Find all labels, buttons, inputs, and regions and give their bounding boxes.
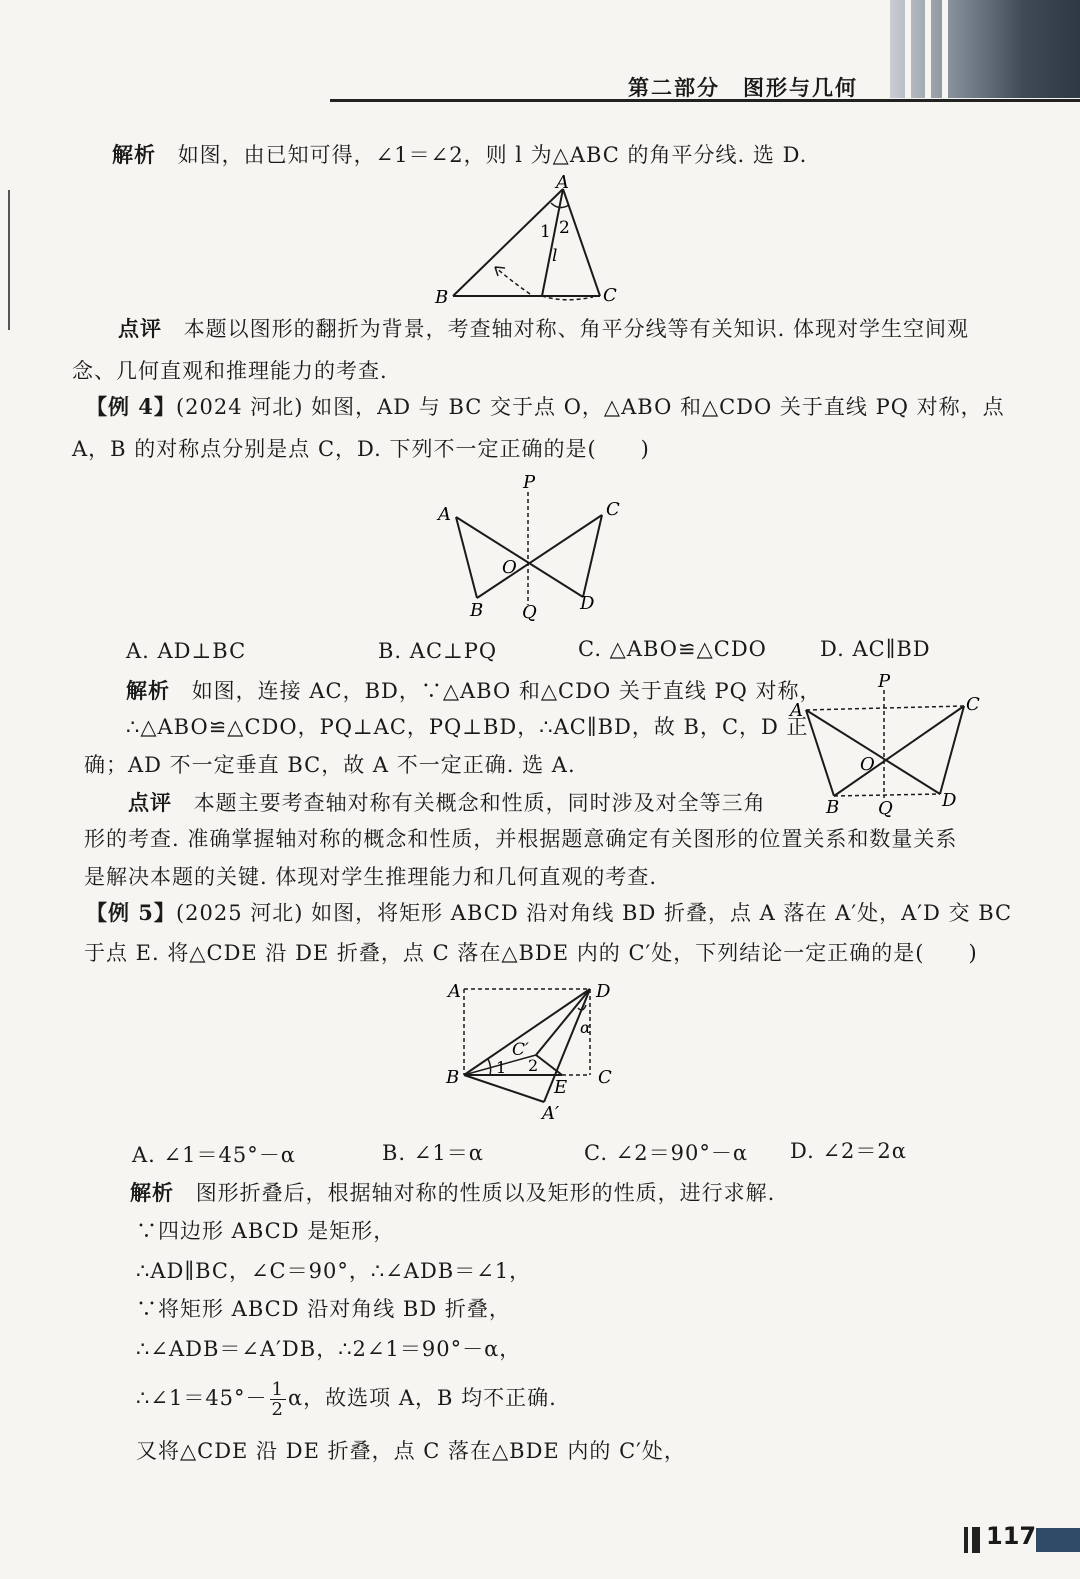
fig4-label-E: E <box>554 1077 568 1098</box>
solution-label: 解析 <box>112 142 156 167</box>
solution-line: ∴AD∥BC，∠C＝90°，∴∠ADB＝∠1， <box>136 1259 532 1283</box>
page-number-bar <box>1036 1528 1080 1552</box>
fraction-denominator: 2 <box>271 1399 284 1420</box>
fig3-label-O: O <box>860 754 875 775</box>
fig2-label-Q: Q <box>522 602 537 623</box>
review-line: 念、几何直观和推理能力的考查. <box>72 359 388 383</box>
solution-line: ∵四边形 ABCD 是矩形， <box>136 1219 396 1243</box>
header-stripe <box>942 0 948 98</box>
solution-line: 图形折叠后，根据轴对称的性质以及矩形的性质，进行求解. <box>195 1181 776 1205</box>
fig4-label-Cprime: C′ <box>512 1040 529 1060</box>
review-line: 本题以图形的翻折为背景，考查轴对称、角平分线等有关知识. 体现对学生空间观 <box>183 317 970 341</box>
fig2-label-D: D <box>580 593 595 614</box>
review-label: 点评 <box>128 790 172 815</box>
fig1-label-angle1: 1 <box>540 222 551 242</box>
option-5a: A. ∠1＝45°－α <box>132 1143 296 1167</box>
fig2-label-B: B <box>470 600 484 621</box>
review-line: 本题主要考查轴对称有关概念和性质，同时涉及对全等三角 <box>193 791 766 815</box>
solution-line: 如图，连接 AC，BD，∵△ABO 和△CDO 关于直线 PQ 对称， <box>191 679 822 703</box>
fig4-label-alpha: α <box>580 1018 591 1037</box>
option-4b: B. AC⊥PQ <box>378 639 498 663</box>
fig1-label-l: l <box>552 246 558 266</box>
solution-line: ∴∠ADB＝∠A′DB，∴2∠1＝90°－α， <box>136 1337 522 1361</box>
example-line: (2025 河北) 如图，将矩形 ABCD 沿对角线 BD 折叠，点 A 落在 A′处，A′D 交 BC <box>175 901 1013 925</box>
fig4-label-C: C <box>598 1067 612 1088</box>
figure-triangle-bisector <box>425 175 625 310</box>
review-paragraph-1 <box>118 314 969 344</box>
fig3-label-Q: Q <box>878 798 893 818</box>
fig3-label-D: D <box>942 790 957 811</box>
example-line: (2024 河北) 如图，AD 与 BC 交于点 O，△ABO 和△CDO 关于直线 PQ 对称，点 <box>175 395 1005 419</box>
page-number: 117 <box>986 1522 1037 1550</box>
review-label: 点评 <box>118 316 162 341</box>
binding-mark <box>8 190 10 330</box>
fig1-label-A: A <box>556 175 569 193</box>
figure-symmetry <box>430 470 630 625</box>
fig1-label-B: B <box>435 287 449 308</box>
option-4d: D. AC∥BD <box>820 637 931 661</box>
solution-line: 确；AD 不一定垂直 BC，故 A 不一定正确. 选 A. <box>84 753 576 777</box>
solution-line: 又将△CDE 沿 DE 折叠，点 C 落在△BDE 内的 C′处， <box>136 1439 686 1463</box>
fraction <box>270 1380 286 1419</box>
fig3-label-B: B <box>826 797 840 818</box>
header-stripe <box>925 0 931 98</box>
section-title: 第二部分 图形与几何 <box>628 76 858 100</box>
fig2-label-P: P <box>523 472 536 493</box>
figure-folded-rectangle <box>440 975 630 1125</box>
fig3-label-P: P <box>878 671 891 692</box>
fig2-label-A: A <box>438 504 451 525</box>
example-tag: 【例 5】 <box>86 900 176 925</box>
example-line: A，B 的对称点分别是点 C，D. 下列不一定正确的是( ) <box>72 437 650 461</box>
fig4-label-Aprime: A′ <box>542 1103 560 1124</box>
solution-text: α，故选项 A，B 均不正确. <box>288 1386 557 1410</box>
fig3-label-C: C <box>966 694 980 715</box>
review-line: 是解决本题的关键. 体现对学生推理能力和几何直观的考查. <box>84 865 658 889</box>
fig1-label-angle2: 2 <box>559 218 570 238</box>
fig3-label-A: A <box>790 700 803 721</box>
solution-line: ∴△ABO≌△CDO，PQ⊥AC，PQ⊥BD，∴AC∥BD，故 B，C，D 正 <box>126 715 809 739</box>
option-5d: D. ∠2＝2α <box>790 1139 907 1163</box>
fig4-label-angle2: 2 <box>528 1056 539 1075</box>
solution-4 <box>126 676 822 706</box>
header-stripe <box>905 0 911 98</box>
fig4-label-A: A <box>448 981 461 1002</box>
page-number-mark <box>964 1527 968 1553</box>
fig4-label-B: B <box>446 1067 460 1088</box>
option-4c: C. △ABO≌△CDO <box>578 637 767 661</box>
page-number-mark <box>972 1527 980 1553</box>
example-4-stem <box>86 392 1005 422</box>
header-decoration <box>890 0 1080 98</box>
fig2-label-O: O <box>502 557 517 578</box>
solution-text: 如图，由已知可得，∠1＝∠2，则 l 为△ABC 的角平分线. 选 D. <box>177 143 808 167</box>
example-tag: 【例 4】 <box>86 394 176 419</box>
solution-line: ∵将矩形 ABCD 沿对角线 BD 折叠， <box>136 1297 511 1321</box>
option-5b: B. ∠1＝α <box>382 1141 484 1165</box>
solution-label: 解析 <box>126 678 170 703</box>
solution-label: 解析 <box>130 1180 174 1205</box>
example-5-stem <box>86 898 1012 928</box>
fraction-numerator: 1 <box>271 1379 284 1400</box>
fig4-label-angle1: 1 <box>496 1058 507 1077</box>
option-5c: C. ∠2＝90°－α <box>584 1141 749 1165</box>
option-4a: A. AD⊥BC <box>126 639 247 663</box>
solution-text: ∴∠1＝45°－ <box>136 1386 268 1410</box>
figure-symmetry-connected <box>788 668 988 818</box>
fig1-label-C: C <box>603 285 617 306</box>
review-line: 形的考查. 准确掌握轴对称的概念和性质，并根据题意确定有关图形的位置关系和数量关系 <box>84 827 958 851</box>
example-line: 于点 E. 将△CDE 沿 DE 折叠，点 C 落在△BDE 内的 C′处，下列结论一定正确的是( ) <box>84 941 978 965</box>
fig2-label-C: C <box>606 499 620 520</box>
fig4-label-D: D <box>596 981 611 1002</box>
solution-paragraph-1 <box>112 140 807 170</box>
review-4 <box>128 788 766 818</box>
solution-line-fraction <box>136 1380 557 1419</box>
solution-5 <box>130 1178 775 1208</box>
